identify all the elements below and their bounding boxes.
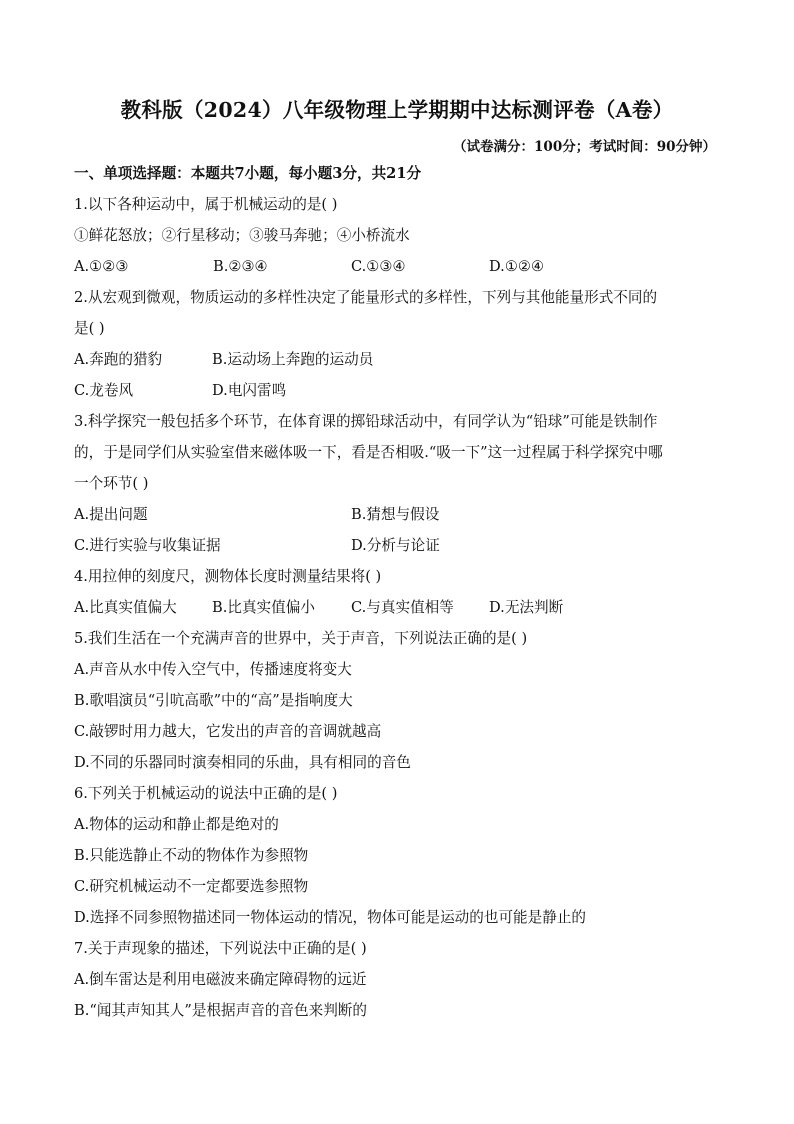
q6-option-b[interactable]: B.只能选静止不动的物体作为参照物 xyxy=(74,847,309,864)
q1-option-c[interactable]: C.①③④ xyxy=(351,258,406,275)
question-2-stem-line-2: 是( ) xyxy=(74,320,105,337)
question-1-items: ①鲜花怒放；②行星移动；③骏马奔驰；④小桥流水 xyxy=(74,227,410,244)
q7-option-b[interactable]: B.“闻其声知其人”是根据声音的音色来判断的 xyxy=(74,1002,367,1019)
question-7-stem: 7.关于声现象的描述，下列说法中正确的是( ) xyxy=(74,940,367,957)
question-2-stem-line-1: 2.从宏观到微观，物质运动的多样性决定了能量形式的多样性，下列与其他能量形式不同的 xyxy=(74,289,658,306)
q3-option-c[interactable]: C.进行实验与收集证据 xyxy=(74,537,221,554)
q2-option-b[interactable]: B.运动场上奔跑的运动员 xyxy=(212,351,374,368)
q5-option-c[interactable]: C.敲锣时用力越大，它发出的声音的音调就越高 xyxy=(74,723,382,740)
q6-option-a[interactable]: A.物体的运动和静止都是绝对的 xyxy=(74,816,279,833)
q3-option-a[interactable]: A.提出问题 xyxy=(74,506,148,523)
question-3-stem-line-3: 一个环节( ) xyxy=(74,475,149,492)
section-heading: 一、单项选择题：本题共7小题，每小题3分，共21分 xyxy=(74,165,422,182)
question-3-stem-line-2: 的，于是同学们从实验室借来磁体吸一下，看是否相吸.“吸一下”这一过程属于科学探究中哪 xyxy=(74,444,663,461)
q2-option-d[interactable]: D.电闪雷鸣 xyxy=(212,382,287,399)
q4-option-b[interactable]: B.比真实值偏小 xyxy=(212,599,315,616)
q4-option-c[interactable]: C.与真实值相等 xyxy=(351,599,454,616)
q2-option-c[interactable]: C.龙卷风 xyxy=(74,382,134,399)
q3-option-b[interactable]: B.猜想与假设 xyxy=(351,506,440,523)
q2-option-a[interactable]: A.奔跑的猎豹 xyxy=(74,351,163,368)
q1-option-b[interactable]: B.②③④ xyxy=(213,258,268,275)
q4-option-a[interactable]: A.比真实值偏大 xyxy=(74,599,177,616)
question-1-stem: 1.以下各种运动中，属于机械运动的是( ) xyxy=(74,196,338,213)
q4-option-d[interactable]: D.无法判断 xyxy=(489,599,564,616)
page-title: 教科版（2024）八年级物理上学期期中达标测评卷（A卷） xyxy=(120,98,674,122)
question-5-stem: 5.我们生活在一个充满声音的世界中，关于声音，下列说法正确的是( ) xyxy=(74,630,528,647)
q7-option-a[interactable]: A.倒车雷达是利用电磁波来确定障碍物的远近 xyxy=(74,971,367,988)
q6-option-d[interactable]: D.选择不同参照物描述同一物体运动的情况，物体可能是运动的也可能是静止的 xyxy=(74,909,587,926)
q1-option-a[interactable]: A.①②③ xyxy=(74,258,129,275)
q5-option-a[interactable]: A.声音从水中传入空气中，传播速度将变大 xyxy=(74,661,352,678)
question-6-stem: 6.下列关于机械运动的说法中正确的是( ) xyxy=(74,785,338,802)
q5-option-d[interactable]: D.不同的乐器同时演奏相同的乐曲，具有相同的音色 xyxy=(74,754,411,771)
q1-option-d[interactable]: D.①②④ xyxy=(489,258,545,275)
q5-option-b[interactable]: B.歌唱演员“引吭高歌”中的“高”是指响度大 xyxy=(74,692,353,709)
question-3-stem-line-1: 3.科学探究一般包括多个环节，在体育课的掷铅球活动中，有同学认为“铅球”可能是铁制作 xyxy=(74,413,658,430)
q6-option-c[interactable]: C.研究机械运动不一定都要选参照物 xyxy=(74,878,309,895)
question-4-stem: 4.用拉伸的刻度尺，测物体长度时测量结果将( ) xyxy=(74,568,382,585)
exam-info: （试卷满分：100分；考试时间：90分钟） xyxy=(453,139,716,155)
q3-option-d[interactable]: D.分析与论证 xyxy=(351,537,440,554)
